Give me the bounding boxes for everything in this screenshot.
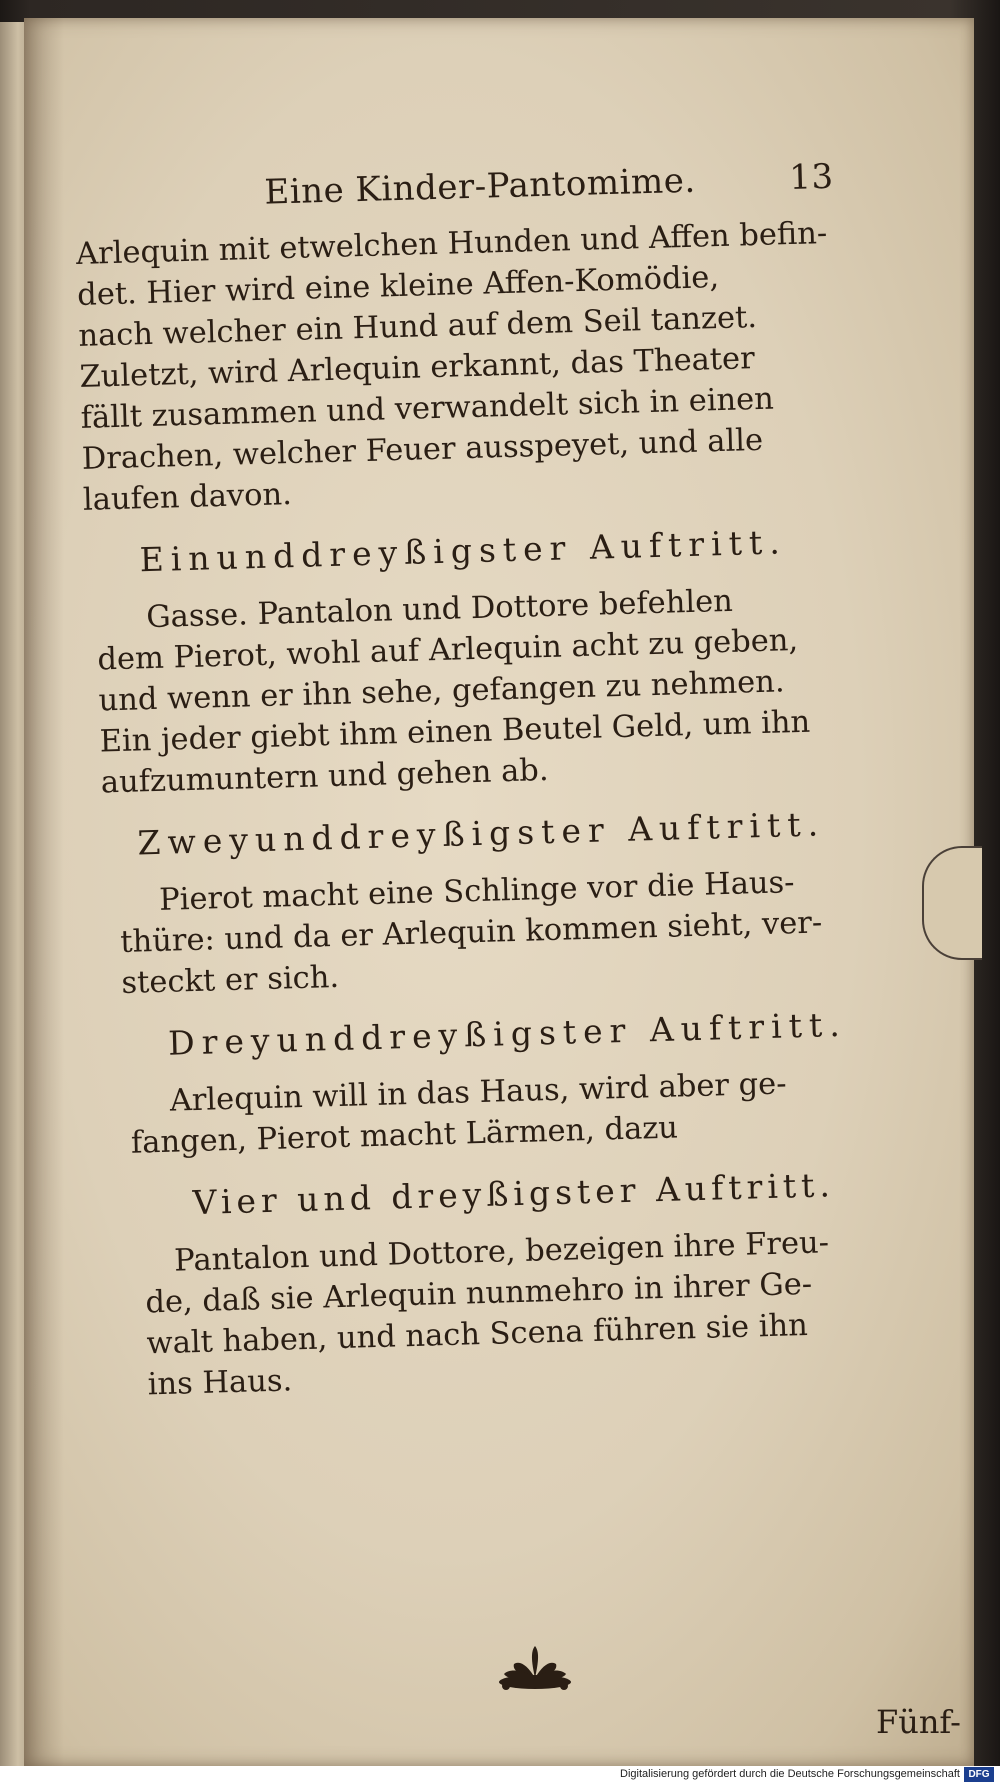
scene-text — [96, 575, 951, 804]
fleuron-ornament-icon — [490, 1638, 580, 1698]
text-line: ins Haus. — [147, 1363, 293, 1403]
text-line: fällt zusammen und verwandelt sich in einen — [80, 381, 775, 436]
text-line: laufen davon. — [82, 477, 293, 518]
text-line: det. Hier wird eine kleine Affen-Komödie, — [76, 260, 720, 313]
scene-heading: Dreyunddreyßigster Auftritt. — [167, 1004, 848, 1063]
text-line: Gasse. Pantalon und Dottore befehlen — [145, 583, 734, 636]
text-line: Ein jeder giebt ihm einen Beutel Geld, um ihn — [99, 704, 811, 760]
text-line: walt haben, und nach Scena führen sie ihn — [146, 1307, 809, 1362]
scene-heading: Vier und dreyßigster Auftritt. — [192, 1165, 836, 1223]
book-page — [24, 18, 974, 1766]
text-block — [74, 154, 968, 1407]
running-head-title: Eine Kinder-Pantomime. — [263, 160, 697, 213]
scene-heading: Zweyunddreyßigster Auftritt. — [137, 804, 826, 863]
text-line: steckt er sich. — [121, 959, 340, 1001]
text-line: und wenn er ihn sehe, gefangen zu nehmen. — [98, 664, 785, 719]
text-line: Zuletzt, wird Arlequin erkannt, das Theater — [79, 341, 756, 395]
scene-heading: Einunddreyßigster Auftritt. — [139, 522, 788, 580]
text-line: Pantalon und Dottore, bezeigen ihre Freu- — [173, 1225, 830, 1279]
text-line: aufzumuntern und gehen ab. — [100, 752, 549, 801]
text-line: Arlequin will in das Haus, wird aber ge- — [169, 1066, 787, 1119]
catchword: Fünf- — [876, 1703, 961, 1741]
text-line: thüre: und da er Arlequin kommen sieht, ver- — [119, 905, 823, 960]
scene-text — [129, 1059, 961, 1164]
scene-text — [119, 858, 957, 1004]
text-line: nach welcher ein Hund auf dem Seil tanzet. — [77, 299, 758, 354]
text-line: Drachen, welcher Feuer ausspeyet, und alle — [81, 422, 764, 477]
text-line: Pierot macht eine Schlinge vor die Haus- — [158, 865, 795, 918]
page-number: 13 — [788, 156, 835, 199]
text-line: fangen, Pierot macht Lärmen, dazu — [130, 1110, 679, 1161]
text-line: dem Pierot, wohl auf Arlequin acht zu geben, — [96, 622, 799, 678]
spine-shadow — [24, 18, 64, 1766]
text-line: de, daß sie Arlequin nunmehro in ihrer Ge- — [144, 1266, 813, 1321]
dfg-logo: DFG — [964, 1767, 994, 1782]
paragraph-intro — [76, 210, 944, 521]
footer-credit: Digitalisierung gefördert durch die Deutsche Forschungsgemeinschaft — [620, 1768, 960, 1780]
text-line: Arlequin mit etwelchen Hunden und Affen befin- — [75, 215, 828, 272]
scene-text — [144, 1219, 968, 1406]
